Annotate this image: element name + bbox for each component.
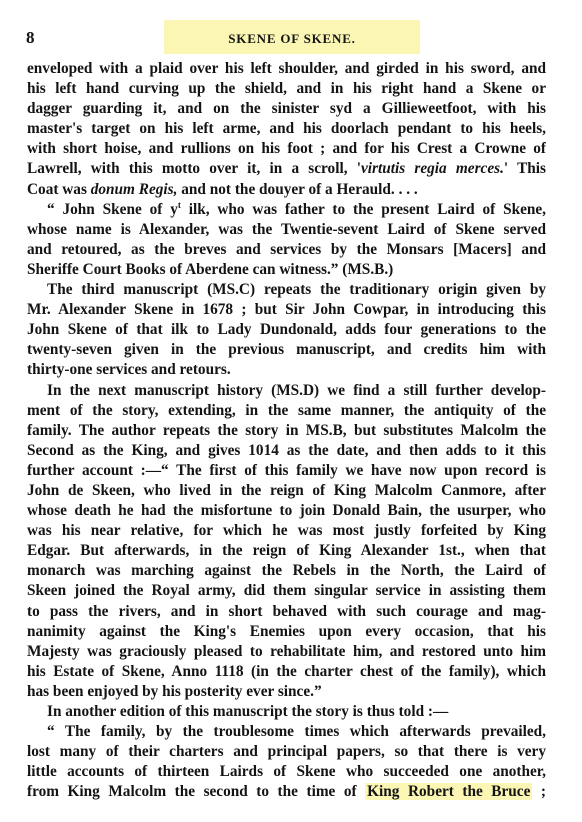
text-line: “ The family, by the troublesome times which afterwards prevailed, bbox=[47, 723, 546, 741]
text-line: The third manuscript (MS.C) repeats the traditionary origin given by bbox=[47, 281, 546, 299]
text-line: little accounts of thirteen Lairds of Skene who succeeded one another, bbox=[27, 763, 546, 781]
text-line: whose name is Alexander, was the Twentie-sevent Laird of Skene served bbox=[27, 220, 546, 238]
text-line: thirty-one services and retours. bbox=[27, 361, 231, 379]
body-text bbox=[27, 59, 546, 802]
text-line: Mr. Alexander Skene in 1678 ; but Sir John Cowpar, in introducing this bbox=[27, 301, 546, 319]
text-line: John de Skeen, who lived in the reign of King Malcolm Canmore, after bbox=[27, 481, 546, 499]
text-line: “ John Skene of $y^t$ ilk, who was father to the present Laird of Skene, bbox=[47, 199, 546, 218]
text-line: Majesty was graciously pleased to rehabilitate him, and restored unto him bbox=[27, 642, 546, 660]
text-line: John Skene of that ilk to Lady Dundonald, adds four generations to the bbox=[27, 321, 546, 339]
text-line: Coat was donum Regis, and not the douyer of a Herauld. . . . bbox=[27, 180, 418, 198]
text-line: Sheriffe Court Books of Aberdene can witness.” (MS.B.) bbox=[27, 260, 394, 278]
highlighted-phrase: King Robert the Bruce bbox=[367, 783, 531, 801]
page-number: 8 bbox=[26, 28, 35, 47]
text-line: with short hoise, and rullions on his foot ; and for his Crest a Crowne of bbox=[27, 140, 546, 158]
text-line: master's target on his left arme, and his doorlach pendant to his heels, bbox=[27, 120, 546, 138]
text-line: Lawrell, with this motto over it, in a scroll, 'virtutis regia merces.' This bbox=[27, 160, 546, 178]
text-line: his left hand curving up the shield, and in his right hand a Skene or bbox=[27, 80, 546, 98]
text-line: monarch was marching against the Rebels in the North, the Laird of bbox=[27, 562, 546, 580]
text-line: further account :—“ The first of this family we have now upon record is bbox=[27, 461, 546, 479]
text-line: has been enjoyed by his posterity ever since.” bbox=[27, 682, 322, 700]
running-head: SKENE OF SKENE. bbox=[164, 20, 420, 54]
text-line: was his near relative, for which he was most justly forfeited by King bbox=[27, 522, 546, 540]
text-line: In another edition of this manuscript the story is thus told :— bbox=[47, 703, 449, 720]
text-line: dagger guarding it, and on the sinister syd a Gillieweetfoot, with his bbox=[27, 100, 546, 118]
text-line: Second as the King, and gives 1014 as the date, and then adds to it this bbox=[27, 441, 546, 459]
text-line: enveloped with a plaid over his left shoulder, and girded in his sword, and bbox=[27, 60, 546, 77]
text-line: family. The author repeats the story in MS.B, but substitutes Malcolm the bbox=[27, 421, 546, 439]
text-line: and retoured, as the breves and services by the Monsars [Macers] and bbox=[27, 240, 546, 258]
text-line: In the next manuscript history (MS.D) we find a still further develop- bbox=[47, 381, 546, 399]
text-line: nanimity against the King's Enemies upon every occasion, that his bbox=[27, 622, 546, 640]
text-line: his Estate of Skene, Anno 1118 (in the charter chest of the family), which bbox=[27, 662, 546, 680]
text-line: Edgar. But afterwards, in the reign of King Alexander 1st., when that bbox=[27, 542, 546, 560]
text-line: ment of the story, extending, in the same manner, the antiquity of the bbox=[27, 401, 546, 419]
text-line: from King Malcolm the second to the time of King Robert the Bruce ; bbox=[27, 783, 546, 801]
motto-italic: virtutis regia merces. bbox=[360, 160, 504, 178]
text-line: Skeen joined the Royal army, did them singular service in assisting them bbox=[27, 582, 546, 600]
donum-regis-italic: donum Regis, bbox=[90, 180, 178, 198]
page-header bbox=[26, 20, 556, 54]
text-line: lost many of their charters and principal papers, so that there is very bbox=[27, 743, 546, 761]
text-line: twenty-seven given in the previous manuscript, and credits him with bbox=[27, 341, 546, 359]
text-line: to pass the rivers, and in short behaved with such courage and mag- bbox=[27, 602, 546, 620]
text-line: whose death he had the misfortune to join Donald Bain, the usurper, who bbox=[27, 502, 546, 520]
superscript-t: t bbox=[177, 199, 181, 210]
